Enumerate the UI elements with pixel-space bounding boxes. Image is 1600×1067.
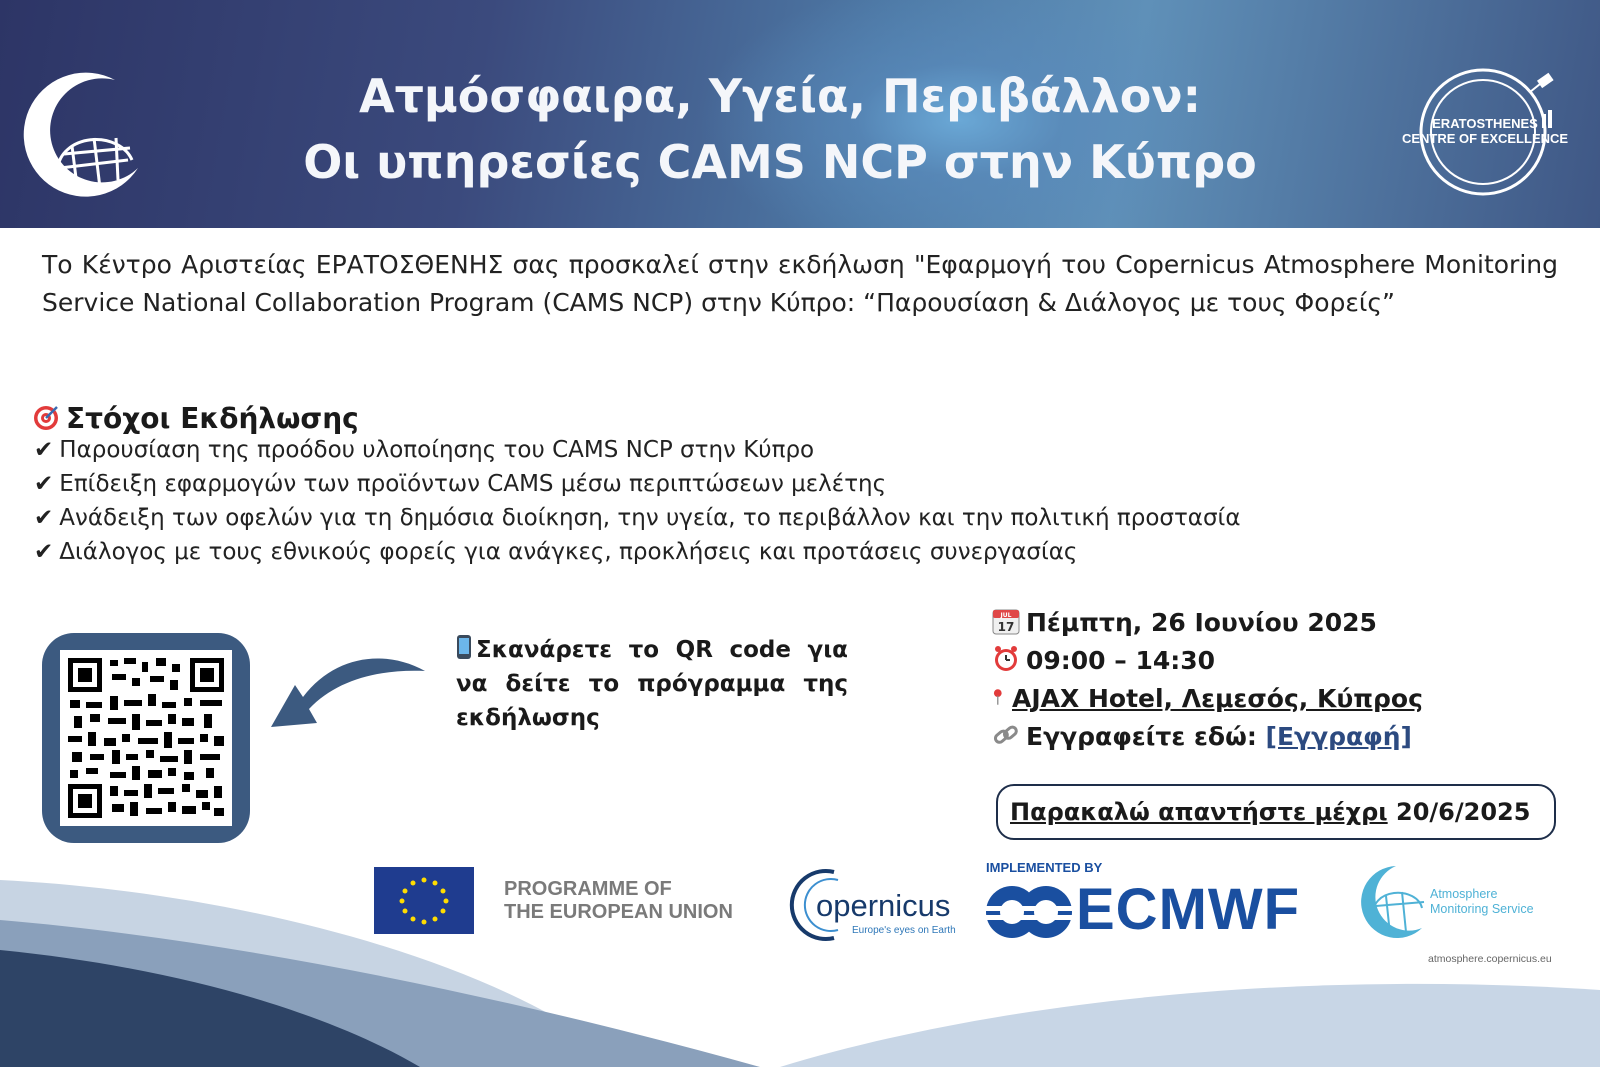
- ecmwf-implemented-by: IMPLEMENTED BY: [986, 860, 1103, 875]
- event-registration: [992, 721, 1412, 751]
- event-title: [230, 63, 1330, 195]
- deadline-label: Παρακαλώ απαντήστε μέχρι: [1010, 798, 1388, 826]
- eratosthenes-logo-text: [1400, 116, 1570, 146]
- check-icon: ✔: [34, 437, 54, 463]
- copernicus-tagline: Europe's eyes on Earth: [852, 925, 956, 936]
- alarm-clock-icon: [992, 645, 1020, 673]
- copernicus-name: opernicus: [816, 888, 951, 923]
- goal-text: Διάλογος με τους εθνικούς φορείς για ανάγκες, προκλήσεις και προτάσεις συνεργασίας: [59, 539, 1078, 565]
- scan-instruction: [456, 633, 848, 735]
- logo-right-line-1: ERATOSTHENES: [1432, 116, 1538, 131]
- intro-paragraph: Το Κέντρο Αριστείας ΕΡΑΤΟΣΘΕΝΗΣ σας προσκαλεί στην εκδήλωση "Εφαρμογή του Copernicus Atmosphere Monitoring Service National Collaboration Program (CAMS NCP) στην Κύπρο: “Παρουσίαση & Διάλογος με τους Φορείς”: [42, 250, 1558, 317]
- venue-link[interactable]: AJAX Hotel, Λεμεσός, Κύπρος: [1012, 684, 1423, 713]
- goal-text: Επίδειξη εφαρμογών των προϊόντων CAMS μέσω περιπτώσεων μελέτης: [59, 471, 887, 497]
- logo-right-line-2: CENTRE OF EXCELLENCE: [1401, 131, 1569, 146]
- goal-item: [34, 469, 886, 499]
- event-venue[interactable]: [992, 683, 1423, 713]
- cams-globe-logo: [20, 68, 150, 198]
- check-icon: ✔: [34, 471, 54, 497]
- ams-globe-icon: [1350, 862, 1440, 938]
- eu-flag-icon: [374, 867, 474, 934]
- check-icon: ✔: [34, 505, 54, 531]
- event-time: [992, 645, 1215, 675]
- eu-line-2: THE EUROPEAN UNION: [504, 901, 733, 923]
- calendar-icon: [992, 607, 1020, 635]
- ams-line-2: Monitoring Service: [1430, 902, 1534, 916]
- link-icon: [992, 721, 1020, 749]
- goal-item: [34, 537, 1077, 567]
- goal-text: Ανάδειξη των οφελών για τη δημόσια διοίκηση, την υγεία, το περιβάλλον και την πολιτική προστασία: [59, 505, 1241, 531]
- deadline-date: 20/6/2025: [1396, 798, 1531, 826]
- goal-item: [34, 503, 1241, 533]
- ecmwf-name: ECMWF: [1076, 877, 1301, 942]
- location-pin-icon: [992, 683, 1010, 711]
- qr-code[interactable]: [60, 650, 232, 826]
- ams-line-1: Atmosphere: [1430, 887, 1498, 901]
- ecmwf-symbol-icon: [984, 882, 1074, 942]
- goals-title: Στόχοι Εκδήλωσης: [66, 402, 359, 435]
- goal-item: [34, 435, 814, 465]
- event-time-text: 09:00 – 14:30: [1026, 646, 1216, 675]
- header-banner: [0, 0, 1600, 228]
- event-date: [992, 607, 1377, 637]
- ams-url: atmosphere.copernicus.eu: [1428, 953, 1552, 965]
- rsvp-deadline-box: [996, 784, 1556, 840]
- arrow-left-icon: [265, 645, 435, 745]
- eu-line-1: PROGRAMME OF: [504, 878, 672, 900]
- mobile-phone-icon: [456, 634, 472, 660]
- event-date-text: Πέμπτη, 26 Ιουνίου 2025: [1026, 608, 1377, 637]
- title-line-1: Ατμόσφαιρα, Υγεία, Περιβάλλον:: [358, 69, 1202, 123]
- calendar-day: 17: [997, 620, 1015, 634]
- eu-programme-text: [504, 878, 733, 924]
- target-icon: [32, 404, 60, 432]
- check-icon: ✔: [34, 539, 54, 565]
- register-label: Εγγραφείτε εδώ:: [1026, 722, 1257, 751]
- qr-code-frame[interactable]: [42, 633, 250, 843]
- register-link[interactable]: [Εγγραφή]: [1265, 722, 1412, 751]
- scan-text: Σκανάρετε το QR code για να δείτε το πρόγραμμα της εκδήλωσης: [456, 637, 848, 731]
- title-line-2: Οι υπηρεσίες CAMS NCP στην Κύπρο: [303, 135, 1257, 189]
- ams-name: [1430, 887, 1534, 917]
- goals-heading: [32, 402, 359, 435]
- calendar-month: JUL: [1000, 612, 1012, 619]
- goal-text: Παρουσίαση της προόδου υλοποίησης του CAMS NCP στην Κύπρο: [59, 437, 815, 463]
